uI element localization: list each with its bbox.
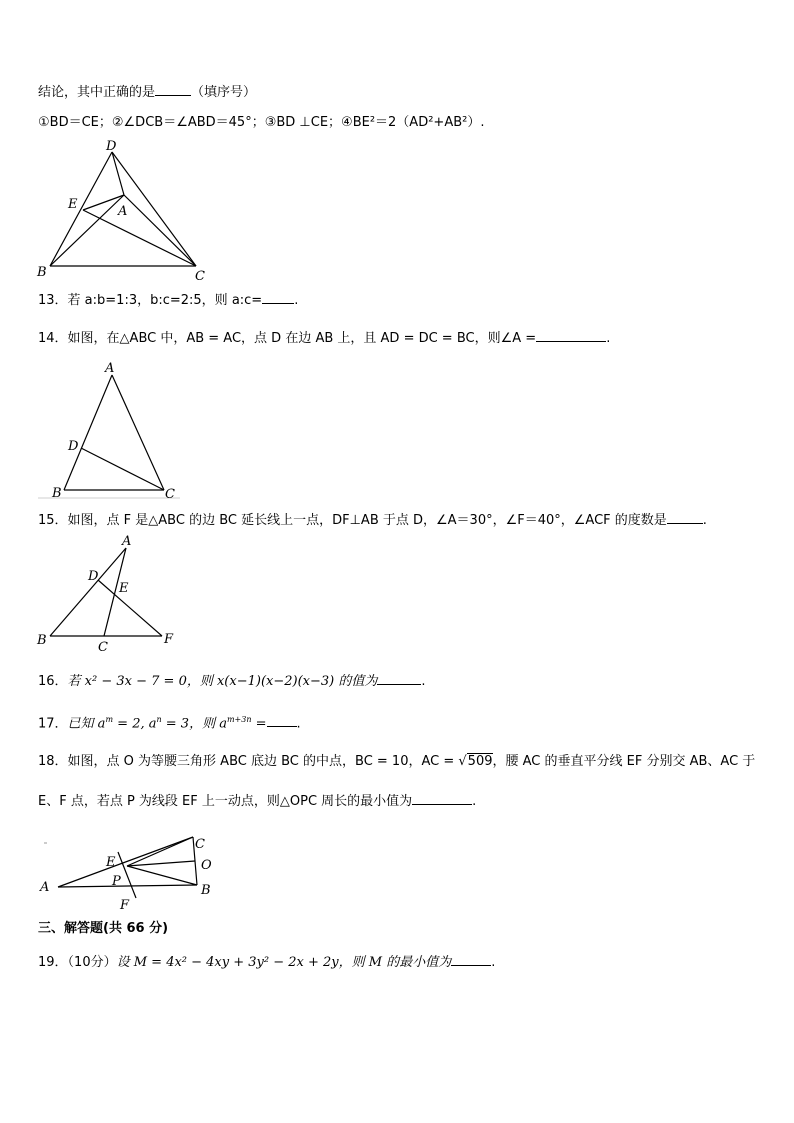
fig18-label-o: O	[201, 858, 212, 873]
q13-number: 13．	[38, 293, 68, 308]
fig18-label-e: E	[106, 855, 116, 870]
q19-score: （10分）	[67, 955, 117, 970]
q17-mid2: = 3，则 a	[161, 716, 227, 732]
fig15-label-f: F	[164, 632, 174, 647]
fig14-label-b: B	[52, 486, 62, 501]
q19-answer-blank[interactable]	[451, 952, 491, 966]
q18-sqrt-sign: √	[458, 754, 467, 769]
q12-prompt: 结论，其中正确的是	[38, 85, 156, 100]
fig15-label-e: E	[119, 581, 129, 596]
q16-number: 16．	[38, 674, 68, 689]
fig18-label-f: F	[120, 898, 130, 913]
q15-end: .	[702, 513, 707, 528]
fig15-label-b: B	[37, 633, 47, 648]
q17-number: 17．	[38, 716, 68, 732]
section-three-title: 三、解答题(共 66 分)	[38, 921, 169, 936]
fig15-label-d: D	[88, 569, 99, 584]
q19-text: 设 M = 4x² − 4xy + 3y² − 2x + 2y，则 M 的最小值为	[116, 955, 452, 970]
fig18-label-a: A	[40, 880, 50, 895]
q16-end: .	[421, 674, 426, 689]
q19-end: .	[491, 955, 496, 970]
q18-text-c: E、F 点，若点 P 为线段 EF 上一动点，则△OPC 周长的最小值为	[38, 794, 413, 809]
fig15-label-a: A	[122, 534, 132, 549]
fig18-label-b: B	[201, 883, 211, 898]
q17-mid: = 2, a	[113, 716, 157, 732]
q19-number: 19．	[38, 955, 68, 970]
q15-text: 如图，点 F 是△ABC 的边 BC 延长线上一点，DF⊥AB 于点 D，∠A＝30°，∠F＝40°，∠ACF 的度数是	[67, 513, 667, 528]
fig18-label-p: P	[112, 874, 121, 889]
fig12-label-d: D	[106, 139, 117, 154]
fig15-label-c: C	[98, 640, 108, 655]
q17-pre: 已知 a	[67, 716, 106, 732]
q18-text-a: 如图，点 O 为等腰三角形 ABC 底边 BC 的中点，BC = 10，AC =	[67, 754, 459, 769]
fig12-label-c: C	[195, 269, 205, 284]
q19	[38, 952, 495, 972]
fig18-label-c: C	[195, 837, 205, 852]
fig14-label-c: C	[165, 487, 175, 502]
q18-number: 18．	[38, 754, 68, 769]
q17-exp-m3n: m+3n	[226, 715, 252, 724]
q17-end: .	[296, 716, 301, 732]
q12-statements: ①BD＝CE；②∠DCB＝∠ABD＝45°；③BD ⊥CE；④BE²＝2（AD²+AB²）.	[38, 115, 485, 130]
q16-text: 若 x² − 3x − 7 = 0，则 x(x−1)(x−2)(x−3) 的值为	[67, 674, 378, 689]
q13-text: 若 a:b=1:3，b:c=2:5，则 a:c=	[67, 293, 263, 308]
q18-sqrt-value: 509	[467, 754, 493, 769]
q18-end: .	[472, 794, 477, 809]
q17-exp-n: n	[156, 715, 162, 724]
fig14-label-a: A	[105, 361, 115, 376]
q17-post: =	[251, 716, 267, 732]
fig12-label-b: B	[37, 265, 47, 280]
q13-end: .	[294, 293, 299, 308]
fig12-label-e: E	[68, 197, 78, 212]
fig14-label-d: D	[68, 439, 79, 454]
q17-exp-m: m	[105, 715, 114, 724]
q14-end: .	[606, 331, 611, 346]
q15-number: 15．	[38, 513, 68, 528]
fig12-label-a: A	[118, 204, 128, 219]
q12-suffix: （填序号）	[191, 85, 257, 100]
q14-text: 如图，在△ABC 中，AB = AC，点 D 在边 AB 上，且 AD = DC = BC，则∠A =	[67, 331, 537, 346]
q14-number: 14．	[38, 331, 68, 346]
q18-text-b: ，腰 AC 的垂直平分线 EF 分别交 AB、AC 于	[492, 754, 756, 769]
